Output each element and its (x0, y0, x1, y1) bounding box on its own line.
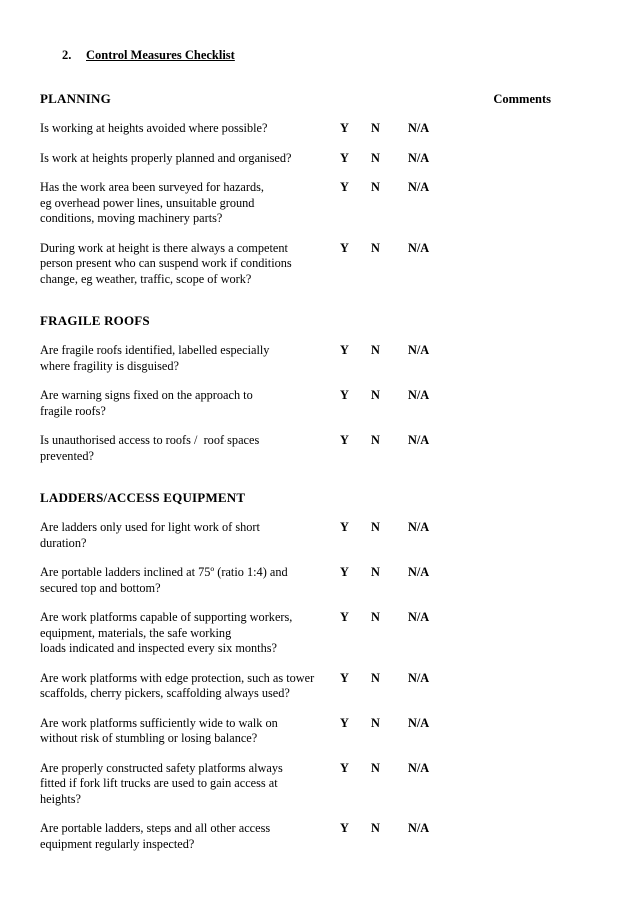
question-text (40, 388, 340, 419)
question-text-line: fitted if fork lift trucks are used to gain access at (40, 776, 278, 790)
document-title-text: Control Measures Checklist (86, 48, 235, 62)
option-no[interactable]: N (371, 610, 380, 624)
question-text-line: During work at height is there always a competent (40, 240, 288, 255)
document-title (62, 48, 593, 63)
question-text-line: Are ladders only used for light work of short (40, 520, 260, 534)
option-no[interactable]: N (371, 760, 380, 775)
question-text-line: equipment regularly inspected? (40, 836, 195, 851)
option-yes[interactable]: Y (340, 821, 349, 835)
question-text-line: heights? (40, 791, 81, 806)
option-yes[interactable]: Y (340, 610, 349, 624)
checklist-body (40, 121, 593, 852)
option-yes[interactable]: Y (340, 121, 349, 135)
answer-options (340, 716, 448, 731)
option-na[interactable]: N/A (408, 240, 430, 255)
option-yes[interactable]: Y (340, 150, 349, 165)
option-na[interactable]: N/A (408, 343, 430, 357)
option-yes[interactable]: Y (340, 760, 349, 775)
option-yes[interactable]: Y (340, 180, 349, 194)
option-yes[interactable]: Y (340, 388, 349, 402)
option-na[interactable]: N/A (408, 180, 430, 194)
question-text-line: loads indicated and inspected every six months? (40, 641, 277, 655)
question-text-line: scaffolds, cherry pickers, scaffolding always used? (40, 686, 290, 700)
question-text-line: change, eg weather, traffic, scope of work? (40, 271, 252, 286)
question-text (40, 151, 340, 167)
answer-options (340, 151, 448, 166)
section-heading: FRAGILE ROOFS (40, 313, 150, 328)
question-text-line: Is work at heights properly planned and organised? (40, 150, 292, 165)
option-na[interactable]: N/A (408, 121, 430, 135)
checklist-question-row (40, 121, 593, 137)
question-text-line: Is working at heights avoided where possible? (40, 121, 268, 135)
answer-options (340, 520, 448, 535)
option-no[interactable]: N (371, 821, 380, 835)
answer-options (340, 761, 448, 776)
question-text-line: Are work platforms capable of supporting workers, (40, 610, 293, 624)
checklist-question-row (40, 520, 593, 551)
question-text-line: without risk of stumbling or losing balance? (40, 731, 258, 745)
question-text (40, 343, 340, 374)
question-text-line: where fragility is disguised? (40, 358, 179, 373)
option-yes[interactable]: Y (340, 520, 349, 534)
option-no[interactable]: N (371, 240, 380, 255)
answer-options (340, 821, 448, 836)
option-na[interactable]: N/A (408, 565, 430, 579)
answer-options (340, 610, 448, 625)
option-na[interactable]: N/A (408, 433, 430, 447)
question-text-line: eg overhead power lines, unsuitable ground (40, 195, 255, 210)
question-text-line: Are warning signs fixed on the approach to (40, 388, 253, 402)
option-no[interactable]: N (371, 343, 380, 357)
option-na[interactable]: N/A (408, 150, 430, 165)
answer-options (340, 565, 448, 580)
comments-column-label: Comments (493, 92, 551, 106)
option-na[interactable]: N/A (408, 610, 430, 624)
answer-options (340, 433, 448, 448)
answer-options (340, 180, 448, 195)
question-text-line: fragile roofs? (40, 403, 106, 418)
question-text-line: prevented? (40, 448, 94, 463)
checklist-question-row (40, 388, 593, 419)
question-text-line: Are portable ladders inclined at 75º (ratio 1:4) and (40, 565, 288, 579)
question-text-line: Is unauthorised access to roofs / roof spaces (40, 433, 260, 447)
checklist-question-row (40, 761, 593, 808)
question-text-line: person present who can suspend work if conditions (40, 256, 292, 270)
question-text-line: duration? (40, 535, 87, 550)
option-na[interactable]: N/A (408, 520, 430, 534)
option-na[interactable]: N/A (408, 715, 430, 730)
option-yes[interactable]: Y (340, 343, 349, 357)
question-text (40, 821, 340, 852)
section-heading: PLANNING (40, 91, 111, 106)
checklist-question-row (40, 241, 593, 288)
question-text-line: Are properly constructed safety platforms always (40, 760, 283, 775)
checklist-question-row (40, 565, 593, 596)
section-header-planning (40, 91, 593, 107)
checklist-question-row (40, 821, 593, 852)
question-text (40, 671, 340, 702)
question-text (40, 761, 340, 808)
option-na[interactable]: N/A (408, 388, 430, 402)
question-text (40, 180, 340, 227)
section-heading: LADDERS/ACCESS EQUIPMENT (40, 490, 246, 505)
option-na[interactable]: N/A (408, 821, 430, 835)
option-no[interactable]: N (371, 180, 380, 194)
answer-options (340, 388, 448, 403)
answer-options (340, 343, 448, 358)
question-text (40, 520, 340, 551)
option-yes[interactable]: Y (340, 433, 349, 447)
answer-options (340, 241, 448, 256)
option-na[interactable]: N/A (408, 760, 430, 775)
answer-options (340, 121, 448, 136)
option-no[interactable]: N (371, 670, 380, 685)
checklist-question-row (40, 151, 593, 167)
option-no[interactable]: N (371, 150, 380, 165)
option-no[interactable]: N (371, 520, 380, 534)
question-text-line: Are portable ladders, steps and all other access (40, 821, 271, 835)
question-text-line: Are work platforms sufficiently wide to walk on (40, 715, 278, 730)
question-text (40, 610, 340, 657)
question-text-line: Are fragile roofs identified, labelled especially (40, 343, 270, 357)
question-text-line: equipment, materials, the safe working (40, 625, 232, 640)
option-yes[interactable]: Y (340, 670, 349, 685)
checklist-question-row (40, 716, 593, 747)
option-no[interactable]: N (371, 715, 380, 730)
question-text (40, 433, 340, 464)
question-text-line: Are work platforms with edge protection, such as tower (40, 670, 315, 685)
option-no[interactable]: N (371, 121, 380, 135)
option-no[interactable]: N (371, 565, 380, 579)
document-title-number: 2. (62, 48, 72, 62)
question-text-line: conditions, moving machinery parts? (40, 211, 223, 225)
option-yes[interactable]: Y (340, 715, 349, 730)
question-text (40, 121, 340, 137)
option-na[interactable]: N/A (408, 670, 430, 685)
option-no[interactable]: N (371, 388, 380, 402)
checklist-question-row (40, 180, 593, 227)
option-yes[interactable]: Y (340, 240, 349, 255)
option-yes[interactable]: Y (340, 565, 349, 579)
answer-options (340, 671, 448, 686)
checklist-question-row (40, 343, 593, 374)
checklist-question-row (40, 671, 593, 702)
question-text-line: Has the work area been surveyed for hazards, (40, 180, 264, 194)
checklist-question-row (40, 610, 593, 657)
checklist-question-row (40, 433, 593, 464)
question-text (40, 241, 340, 288)
question-text (40, 565, 340, 596)
question-text (40, 716, 340, 747)
option-no[interactable]: N (371, 433, 380, 447)
question-text-line: secured top and bottom? (40, 580, 161, 595)
